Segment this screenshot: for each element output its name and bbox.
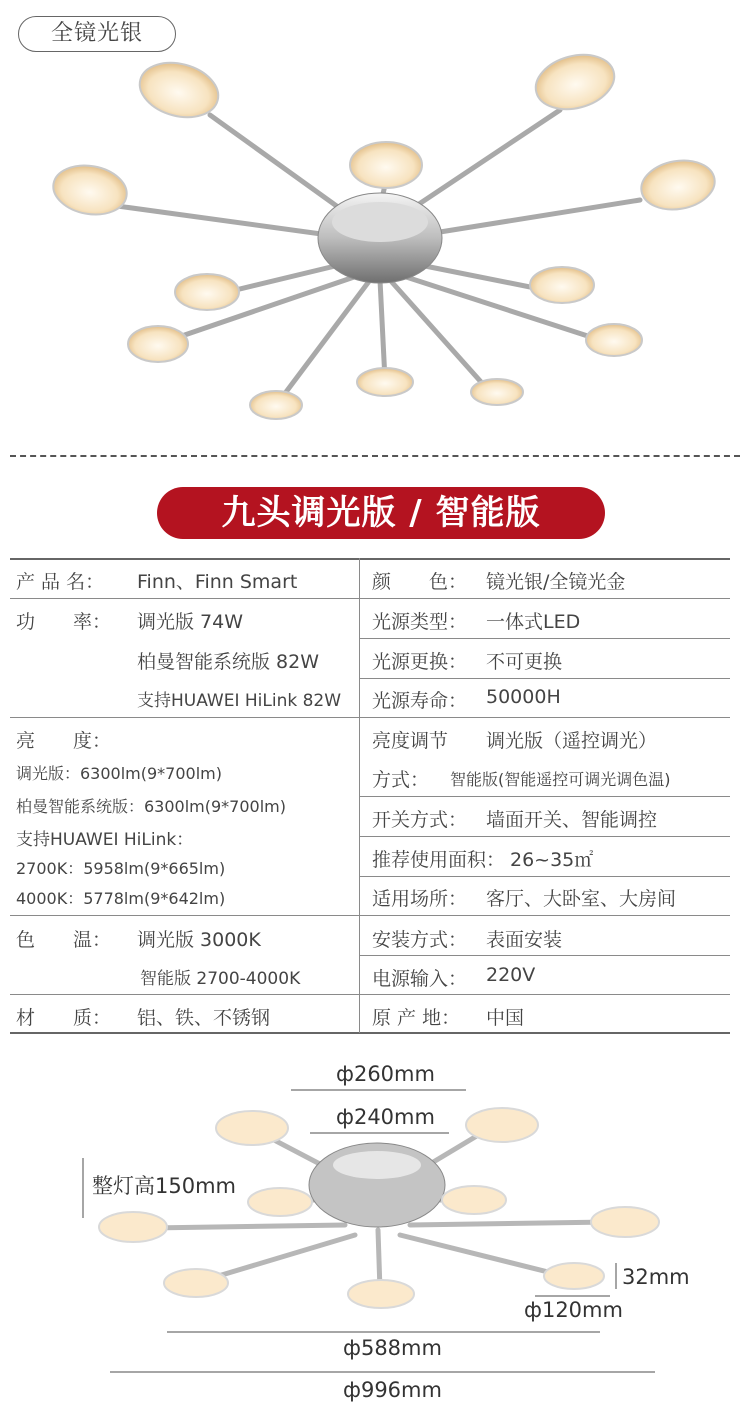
place-value: 客厅、大卧室、大房间 xyxy=(486,888,677,910)
cct-label: 色 温： xyxy=(16,929,112,951)
version-banner: 九头调光版 / 智能版 xyxy=(157,487,605,539)
brightness-label: 亮 度： xyxy=(16,730,112,752)
life-label: 光源寿命： xyxy=(372,690,468,712)
brightness-line-5: 4000K：5778lm(9*642lm) xyxy=(16,889,226,908)
input-value: 220V xyxy=(486,964,536,986)
origin-label: 原 产 地： xyxy=(372,1007,461,1029)
dim-value: 调光版（遥控调光） xyxy=(486,730,658,752)
replace-value: 不可更换 xyxy=(486,651,563,673)
row-divider xyxy=(10,994,730,995)
cct-line-1: 调光版 3000K xyxy=(137,929,261,951)
row-divider xyxy=(10,915,730,916)
power-label: 功 率： xyxy=(16,611,112,633)
area-label: 推荐使用面积： xyxy=(372,849,506,871)
area-value: 26~35㎡ xyxy=(510,849,594,871)
table-bottom-border xyxy=(10,1032,730,1034)
spec-table xyxy=(10,558,730,1033)
column-divider xyxy=(359,558,360,1033)
material-label: 材 质： xyxy=(16,1007,112,1029)
dim-120: ф120mm xyxy=(524,1298,623,1322)
dim-588: ф588mm xyxy=(343,1336,442,1360)
brightness-line-1: 调光版：6300lm(9*700lm) xyxy=(16,764,222,783)
power-line-3: 支持HUAWEI HiLink 82W xyxy=(137,691,342,711)
dim-label: 亮度调节 xyxy=(372,730,449,752)
dashed-divider xyxy=(10,455,740,457)
switch-label: 开关方式： xyxy=(372,809,468,831)
finish-tag: 全镜光银 xyxy=(18,16,176,52)
brightness-line-4: 2700K：5958lm(9*665lm) xyxy=(16,859,226,878)
color-label: 颜 色： xyxy=(372,571,468,593)
material-value: 铝、铁、不锈钢 xyxy=(137,1007,271,1029)
origin-value: 中国 xyxy=(486,1007,525,1029)
row-divider xyxy=(360,836,730,837)
install-label: 安装方式： xyxy=(372,929,468,951)
cct-line-2: 智能版 2700-4000K xyxy=(140,969,301,989)
name-label: 产 品 名： xyxy=(16,571,105,593)
brightness-line-2: 柏曼智能系统版：6300lm(9*700lm) xyxy=(16,797,286,816)
dim-996: ф996mm xyxy=(343,1378,442,1402)
dim-height: 整灯高150mm xyxy=(92,1174,236,1198)
dim-thickness: 32mm xyxy=(622,1265,690,1289)
light-type-label: 光源类型： xyxy=(372,611,468,633)
name-value: Finn、Finn Smart xyxy=(137,571,298,593)
input-label: 电源输入： xyxy=(372,968,468,990)
row-divider xyxy=(360,638,730,639)
dim-mode-label: 方式： xyxy=(372,769,430,791)
replace-label: 光源更换： xyxy=(372,651,468,673)
dim-mode-value: 智能版(智能遥控可调光调色温) xyxy=(450,770,671,789)
life-value: 50000H xyxy=(486,686,561,708)
row-divider xyxy=(360,796,730,797)
light-type-value: 一体式LED xyxy=(486,611,581,633)
dim-240: ф240mm xyxy=(336,1105,435,1129)
row-divider xyxy=(360,678,730,679)
brightness-line-3: 支持HUAWEI HiLink： xyxy=(16,830,194,850)
dim-260: ф260mm xyxy=(336,1062,435,1086)
switch-value: 墙面开关、智能调控 xyxy=(486,809,658,831)
color-value: 镜光银/全镜光金 xyxy=(486,571,626,593)
install-value: 表面安装 xyxy=(486,929,563,951)
row-divider xyxy=(360,955,730,956)
row-divider xyxy=(10,717,730,718)
product-photo xyxy=(0,0,750,445)
row-divider xyxy=(360,876,730,877)
table-top-border xyxy=(10,558,730,560)
power-line-2: 柏曼智能系统版 82W xyxy=(137,651,320,673)
power-line-1: 调光版 74W xyxy=(137,611,244,633)
place-label: 适用场所： xyxy=(372,888,468,910)
row-divider xyxy=(10,598,730,599)
